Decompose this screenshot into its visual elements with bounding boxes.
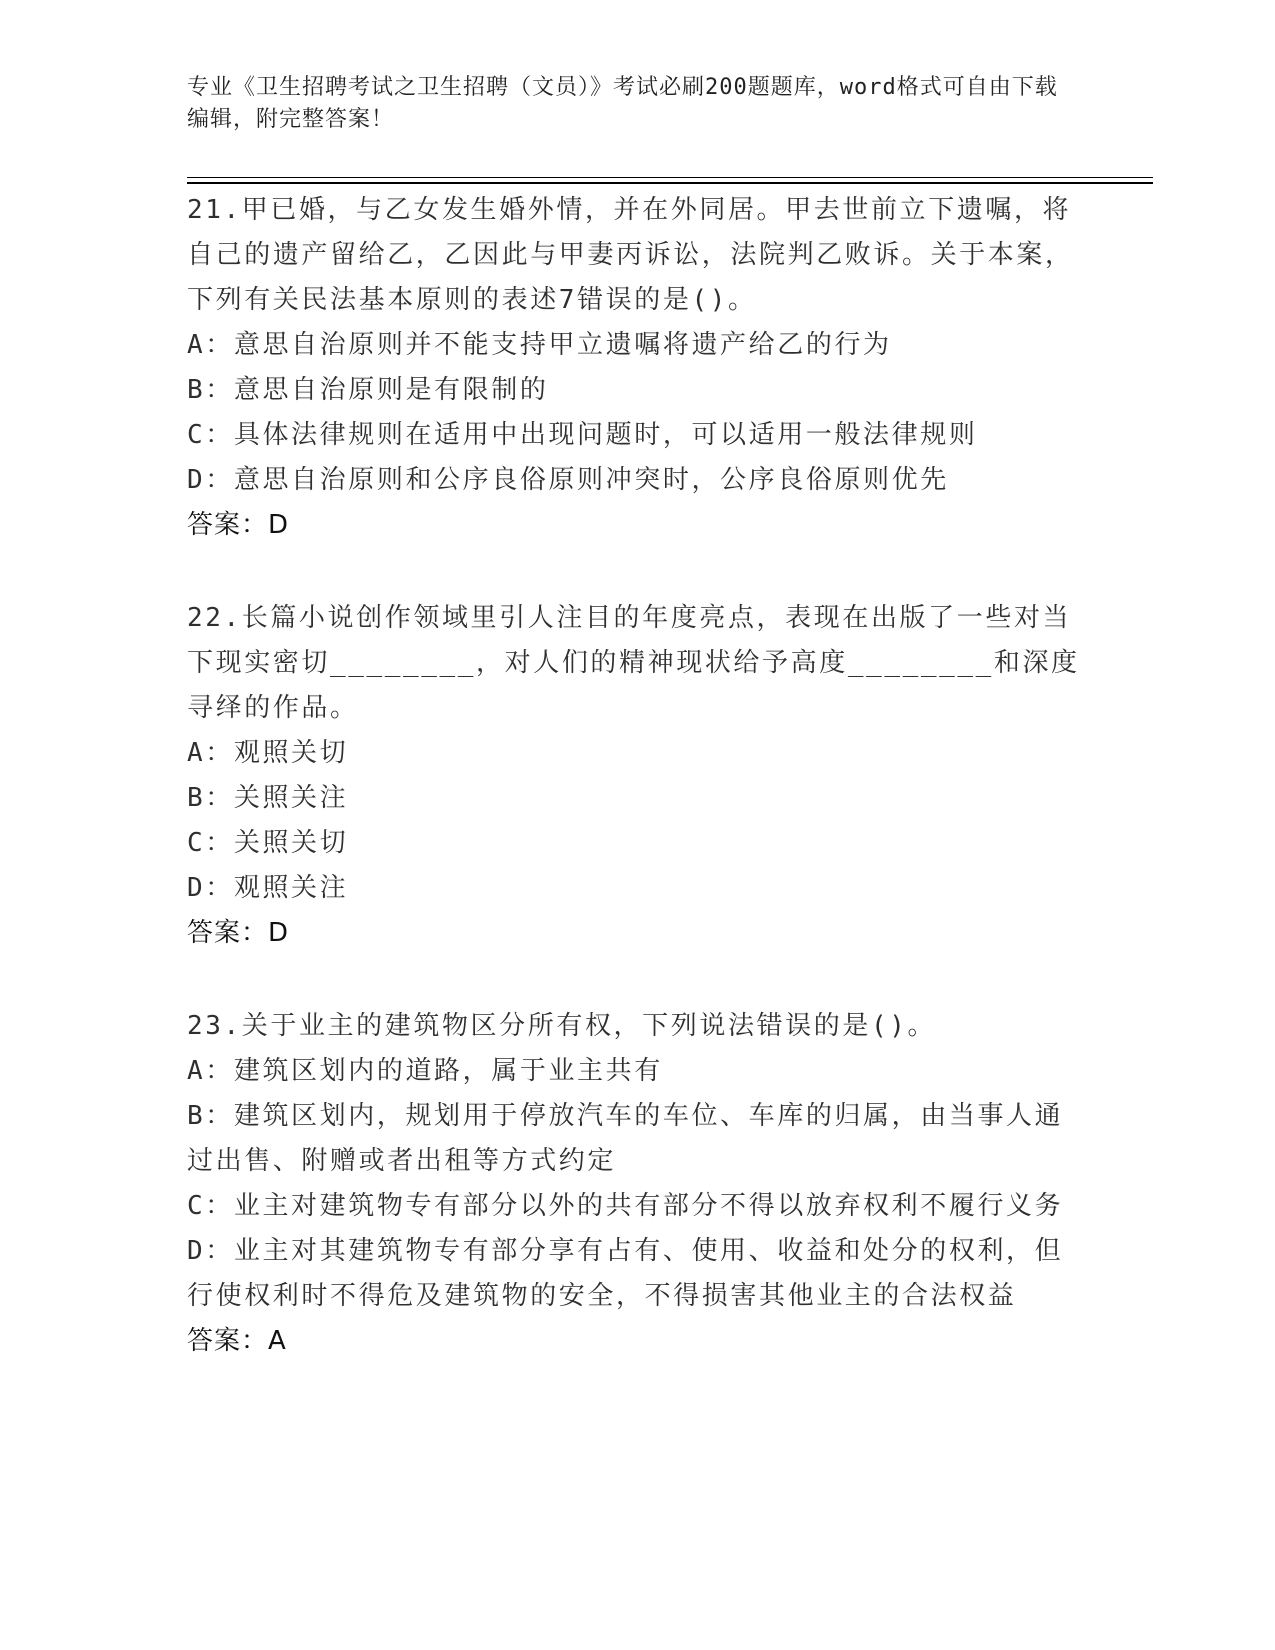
- document-title: 专业《卫生招聘考试之卫生招聘（文员）》考试必刷200题题库，word格式可自由下载编辑，附完整答案！: [187, 75, 1058, 132]
- option-b: B：意思自治原则是有限制的: [187, 375, 549, 405]
- option-c: C：具体法律规则在适用中出现问题时，可以适用一般法律规则: [187, 420, 978, 450]
- question-stem: 22.长篇小说创作领域里引人注目的年度亮点，表现在出版了一些对当下现实密切________，对人们的精神现状给予高度________和深度寻绎的作品。: [187, 603, 1080, 723]
- option-c: C：业主对建筑物专有部分以外的共有部分不得以放弃权利不履行义务: [187, 1191, 1064, 1221]
- option-c: C：关照关切: [187, 828, 349, 858]
- option-b: B：建筑区划内，规划用于停放汽车的车位、车库的归属，由当事人通过出售、附赠或者出租等方式约定: [187, 1101, 1064, 1176]
- document-header: [187, 72, 1067, 136]
- option-a: A：观照关切: [187, 738, 349, 768]
- option-a: A：建筑区划内的道路，属于业主共有: [187, 1056, 663, 1086]
- question-23: [187, 1004, 1087, 1364]
- header-divider-thick: [187, 182, 1153, 184]
- answer: 答案：D: [187, 510, 290, 540]
- option-d: D：业主对其建筑物专有部分享有占有、使用、收益和处分的权利，但行使权利时不得危及建筑物的安全，不得损害其他业主的合法权益: [187, 1236, 1064, 1311]
- question-stem: 23.关于业主的建筑物区分所有权，下列说法错误的是()。: [187, 1011, 937, 1041]
- option-b: B：关照关注: [187, 783, 349, 813]
- option-a: A：意思自治原则并不能支持甲立遗嘱将遗产给乙的行为: [187, 330, 892, 360]
- option-d: D：观照关注: [187, 873, 349, 903]
- option-d: D：意思自治原则和公序良俗原则冲突时，公序良俗原则优先: [187, 465, 949, 495]
- answer: 答案：A: [187, 1326, 287, 1356]
- question-21: [187, 188, 1087, 548]
- question-22: [187, 596, 1087, 956]
- question-stem: 21.甲已婚，与乙女发生婚外情，并在外同居。甲去世前立下遗嘱，将自己的遗产留给乙，乙因此与甲妻丙诉讼，法院判乙败诉。关于本案，下列有关民法基本原则的表述7错误的是()。: [187, 195, 1074, 315]
- answer: 答案：D: [187, 918, 290, 948]
- header-divider-thin: [187, 177, 1153, 178]
